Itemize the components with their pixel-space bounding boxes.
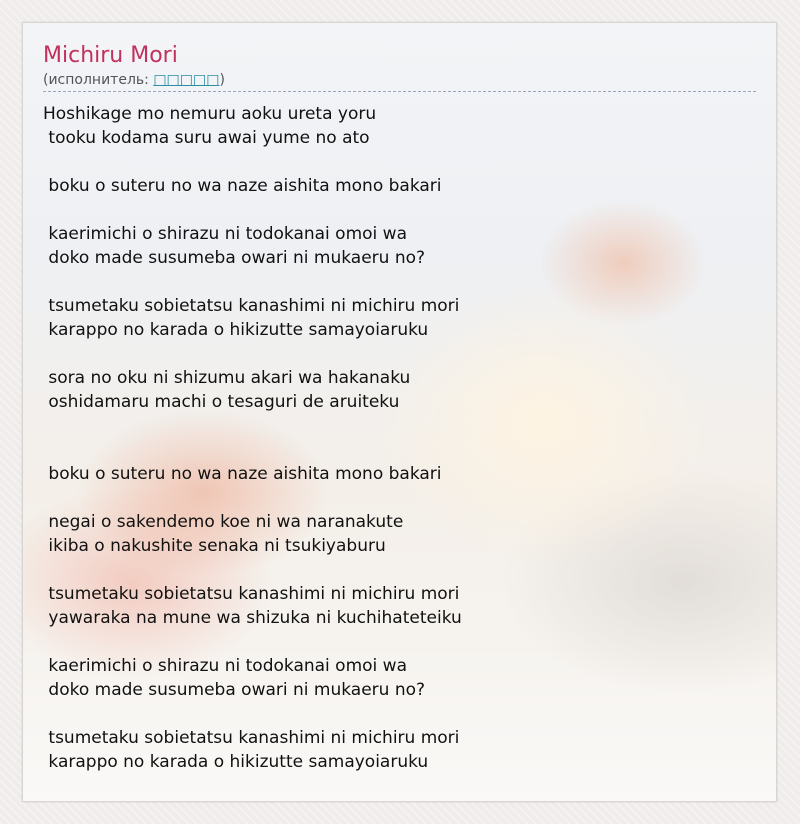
lyric-blank-line xyxy=(43,438,756,462)
lyric-line: Hoshikage mo nemuru aoku ureta yoru xyxy=(43,104,377,124)
lyric-blank-line xyxy=(43,198,756,222)
lyric-line: yawaraka na mune wa shizuka ni kuchihateteiku xyxy=(43,608,462,628)
lyric-blank-line xyxy=(43,702,756,726)
lyric-blank-line xyxy=(43,342,756,366)
artist-link[interactable]: □□□□□ xyxy=(153,72,220,88)
song-title: Michiru Mori xyxy=(43,43,178,68)
lyric-line: tooku kodama suru awai yume no ato xyxy=(43,128,370,148)
lyrics-text xyxy=(43,102,756,774)
lyric-blank-line xyxy=(43,486,756,510)
lyric-line: doko made susumeba owari ni mukaeru no? xyxy=(43,248,426,268)
lyric-line: boku o suteru no wa naze aishita mono bakari xyxy=(43,176,442,196)
lyric-line: karappo no karada o hikizutte samayoiaruku xyxy=(43,752,429,772)
lyric-line: ikiba o nakushite senaka ni tsukiyaburu xyxy=(43,536,386,556)
artist-suffix: ) xyxy=(219,72,225,88)
lyric-blank-line xyxy=(43,558,756,582)
lyric-line: kaerimichi o shirazu ni todokanai omoi wa xyxy=(43,224,407,244)
lyric-blank-line xyxy=(43,270,756,294)
artist-line xyxy=(43,71,756,92)
lyric-line: tsumetaku sobietatsu kanashimi ni michiru mori xyxy=(43,584,460,604)
lyric-line: negai o sakendemo koe ni wa naranakute xyxy=(43,512,404,532)
lyrics-card xyxy=(22,22,777,802)
lyric-blank-line xyxy=(43,414,756,438)
lyric-blank-line xyxy=(43,630,756,654)
lyric-line: karappo no karada o hikizutte samayoiaruku xyxy=(43,320,429,340)
lyric-blank-line xyxy=(43,150,756,174)
lyric-line: tsumetaku sobietatsu kanashimi ni michiru mori xyxy=(43,728,460,748)
lyric-line: doko made susumeba owari ni mukaeru no? xyxy=(43,680,426,700)
lyric-line: sora no oku ni shizumu akari wa hakanaku xyxy=(43,368,411,388)
lyric-line: tsumetaku sobietatsu kanashimi ni michiru mori xyxy=(43,296,460,316)
lyric-line: boku o suteru no wa naze aishita mono bakari xyxy=(43,464,442,484)
lyric-line: oshidamaru machi o tesaguri de aruiteku xyxy=(43,392,400,412)
artist-prefix: (исполнитель: xyxy=(43,72,154,88)
lyric-line: kaerimichi o shirazu ni todokanai omoi wa xyxy=(43,656,407,676)
lyrics-content xyxy=(43,41,756,774)
